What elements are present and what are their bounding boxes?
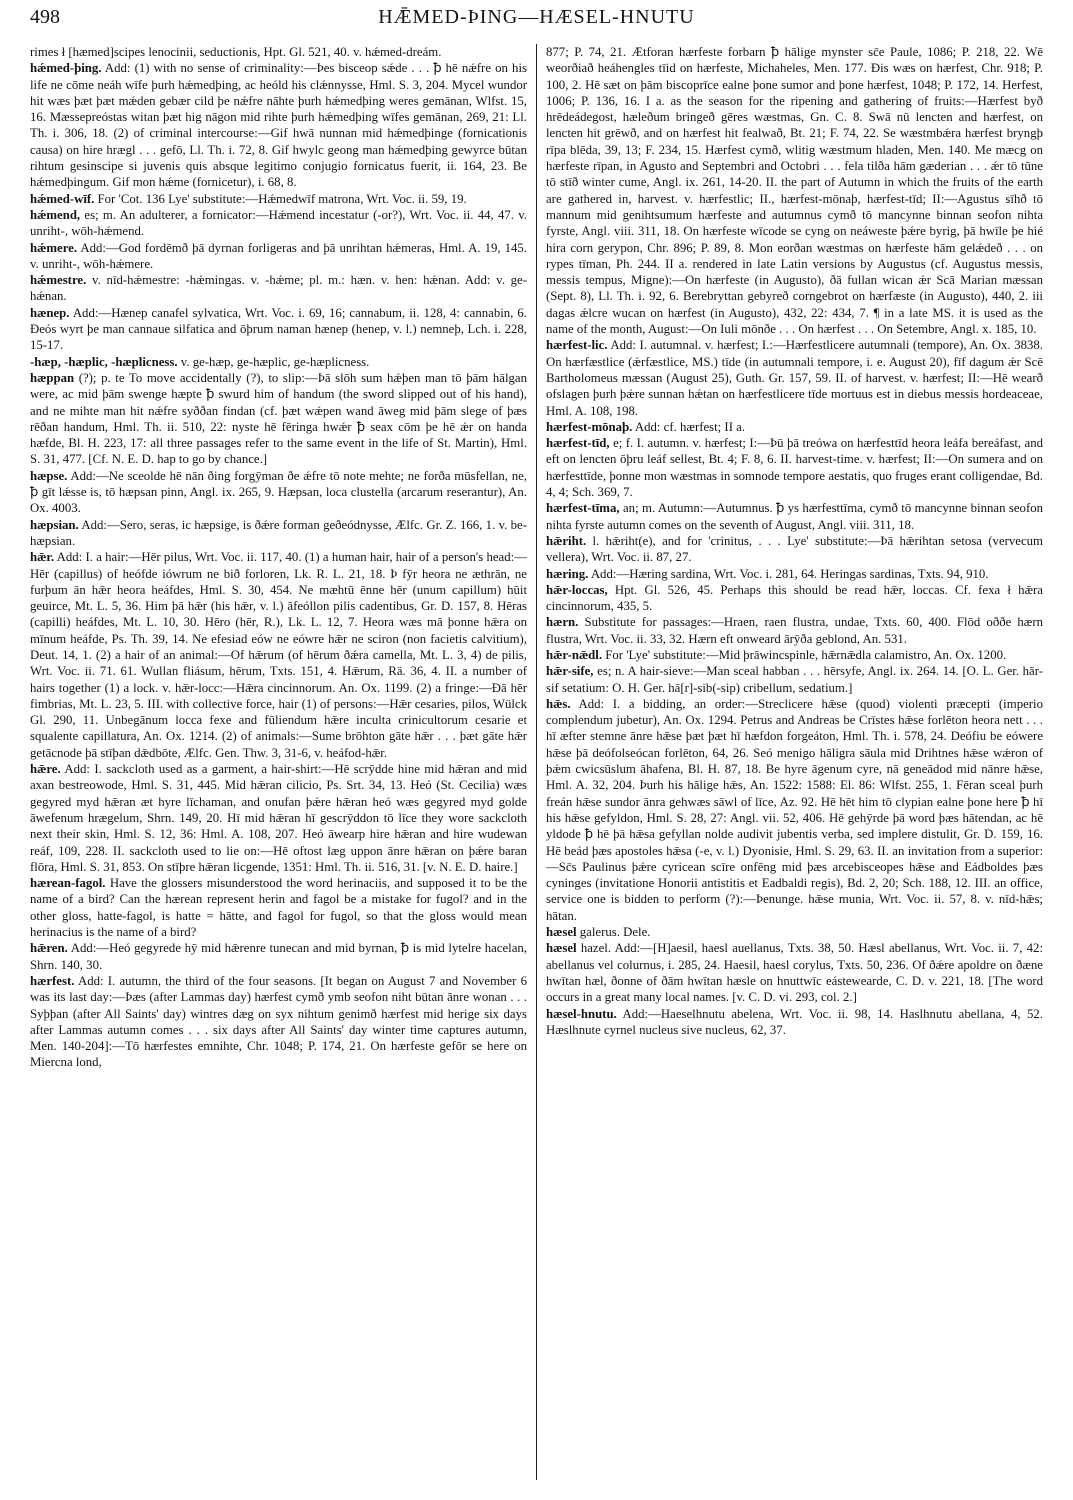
entry-headword: hǣren. [30,941,68,956]
dictionary-entry [30,354,527,370]
entry-definition: Add: I. autumnal. v. hærfest; I.:—Hærfestlicere autumnali (tempore), An. Ox. 3838. On hærfæstlice (ǽrfæstlice, MS.) tīde (in autumnali tempore, i. e. August 20), fīf dagum ǽr Scē Bartholomeus mæssan (August 25), Guth. Gr. 157, 59. II. of harvest. v. hærfest; II:—Hē wearð ofslagen þurh þǽre sunnan hǽtan on hærfestlicere tīde mortuus est in diebus messis hordeaceae, Hml. A. 108, 198. [546,338,1043,418]
entry-headword: hæsel [546,925,577,940]
dictionary-entry [30,468,527,517]
page-number: 498 [30,6,60,28]
entry-definition: Add: I. a bidding, an order:—Streclicere hǣse (quod) violenti præcepti (imperio complendum jubetur), An. Ox. 1294. Petrus and Andreas be Crīstes hǣse forlēton heora nett . . . hī æfter stemne ānre hǣse þæt þæt hī hæfdon forgeáton, Hml. Th. i. 578, 24. Deófiu be eówere hǣse þā deófolseócan forlēton, 64, 26. Seó menigo hāligra sāula mid Drihtnes hǣse wǽron of þǽm cwicsūslum āhafena, Bl. H. 87, 18. Be hyre āgenum cyre, nā geneādod mid nānre hǣse, Hml. A. 32, 204. Þurh his hālige hǣs, An. 1522: 1588: El. 86: Wlfst. 255, 1. Fēran sceal þurh freán hǣse sundor ānra gehwæs sāwl of līce, Az. 92. Hē hēt him tō clypian ealne þone here ꝥ hī his hǣse gefyldon, Hml. S. 28, 27: Angl. vii. 52, 406. Hē gehȳrde þā word þæs hātendan, ac hē yldode ꝥ hē þā hǣsa gefyllan nolde audivit jubentis verba, sed implere distulit, Gr. D. 159, 16. Hē beád þæs apostoles hǣsa (-e, v. l.) Dyonisie, Hml. S. 29, 63. II. an invitation from a superior:—Sc̄s Paulinus þǽre cyricean scīre onfēng mid þæs arcebisceopes hǣse and Eádboldes þæs cyninges (invitatione Honorii antistitis et Eadbaldi regis), Bd. 2, 20; Sch. 188, 12. III. an office, service one is bidden to perform (?):—Þenunge. hǣse munia, Wrt. Voc. ii. 57, 8. v. nīd-hǣs; hātan. [546,696,1043,923]
entry-definition: For 'Lye' substitute:—Mid þrāwincspinle, hǣrnǣdla calamistro, An. Ox. 1200. [605,647,1007,662]
dictionary-entry [30,940,527,973]
dictionary-entry [30,191,527,207]
entry-headword: hæpsian. [30,517,79,532]
entry-definition: es; n. A hair-sieve:—Man sceal habban . . . hērsyfe, Angl. ix. 264. 14. [O. L. Ger. hār-sif setatium: O. H. Ger. hā[r]-sib(-sip) cribellum, sedatium.] [546,664,1043,695]
entry-headword: hærfest-tīma, [546,501,620,516]
dictionary-entry [546,337,1043,418]
dictionary-entry [546,647,1043,663]
entry-definition: Add:—Hæring sardina, Wrt. Voc. i. 281, 64. Heringas sardinas, Txts. 94, 910. [590,566,989,581]
entry-headword: hǽmestre. [30,273,87,288]
right-column [537,44,1043,1480]
dictionary-entry [30,240,527,273]
entry-definition: es; m. An adulterer, a fornicator:—Hǽmend incestatur (-or?), Wrt. Voc. ii. 44, 47. v. unriht-, wōh-hǽmend. [30,207,527,239]
entry-headword: hǣre. [30,762,61,777]
entry-definition: Add: (1) with no sense of criminality:—Þes bisceop sǽde . . . ꝥ hē nǽfre on his life ne cōme neáh wīfe þurh hǽmedþing, ac heóld his clǽnnysse, Hml. S. 3, 204. Mycel wundor hit wæs þæt þæt mǽden gebær cild þe nǽfre nāhte þurh hǽmedþing weres gemānan, Wlfst. 15, 16. Mæssepreóstas witan þæt hig nāgon mid rihte þurh hǽmedþing wīfes gemānan, 269, 21: Ll. Th. i. 306, 18. (2) of criminal intercourse:—Gif hwā nunnan mid hǽmedþinge (fornicationis causa) on hire hrægl . . . gefō, Ll. Th. i. 72, 8. Gif hwylc geong man hǽmedþing gewyrce būtan rihtum gesinscipe si juvenis quis absque legitimo conjugio fornicatus fuerit, ii. 164, 23. Be hǽmedþingum. Gif mon hǽme (fornicetur), i. 68, 8. [30,61,527,190]
entry-headword: hǽmere. [30,240,78,255]
dictionary-entry [30,44,527,60]
entry-definition: an; m. Autumn:—Autumnus. ꝥ ys hærfesttīma, cymð tō mancynne binnan seofon nihta fyrste autumn comes on the seventh of August, Angl. viii. 311, 18. [546,501,1043,532]
dictionary-entry [546,940,1043,1005]
entry-headword: hæring. [546,566,589,581]
two-column-body [30,44,1043,1480]
dictionary-entry [546,663,1043,696]
dictionary-entry [30,517,527,550]
dictionary-entry [546,419,1043,435]
left-column [30,44,536,1480]
entry-headword: -hæp, -hæplic, -hæplicness. [30,354,178,369]
entry-headword: hæppan [30,370,75,385]
entry-definition: For 'Cot. 136 Lye' substitute:—Hǽmedwīf matrona, Wrt. Voc. ii. 59, 19. [97,191,467,206]
entry-definition: Add:—Hænep canafel sylvatica, Wrt. Voc. i. 69, 16; cannabum, ii. 128, 4: cannabin, 6. Ðeós wyrt þe man cannaue silfatica and ōþrum naman hænep (henep, v. l.) nemneþ, Lch. i. 228, 15-17. [30,305,527,353]
entry-definition: Add: I. sackcloth used as a garment, a hair-shirt:—Hē scrȳdde hine mid hǣran and mid axan bestreowode, Hml. S. 31, 445. Mid hǣran cilicio, Ps. Srt. 34, 13. Heó (St. Cecilia) wæs gegyred myd hǣran æt hyre līchaman, and onufan þǽre hǣran heó wæs gegyred myd golde āwefenum hrægelum, Shrn. 149, 20. Hī mid hǣran hī gescrȳddon tō līce they wore sackcloth next their skin, Hml. S. 12, 36: Hml. A. 108, 207. Heó āwearp hire hǣran and hire wudewan reáf, 109, 228. II. sackcloth used to lie on:—Hē oftost læg uppon ānre hǣran on þǽre baran flōra, Hml. S. 31, 853. On stīþre hǣran licgende, 1351: Hml. Th. ii. 516, 31. [v. N. E. D. haire.] [30,762,528,874]
entry-definition: Add:—God fordēmð þā dyrnan forligeras and þā unrihtan hǽmeras, Hml. A. 19, 145. v. unriht-, wōh-hǽmere. [30,240,528,271]
entry-headword: hæpse. [30,468,68,483]
entry-definition: hazel. Add:—[H]aesil, haesl auellanus, Txts. 38, 50. Hæsl abellanus, Wrt. Voc. ii. 7, 42: abellanus vel colurnus, i. 285, 24. Haesil, haesl corylus, Txts. 50, 236. Of ðǽre apoldre on ðæne hwītan hæl, ðonne of ðām hwītan hæsle on hnuttwīc eástewearde, C. D. v. 221, 18. [The word occurs in a great many local names. [v. C. D. vi. 293, col. 2.] [546,941,1043,1005]
dictionary-entry [30,549,527,761]
dictionary-entry [30,761,527,875]
page-header [30,6,1043,36]
entry-headword: hærfest-lic. [546,338,608,353]
entry-definition: Hpt. Gl. 526, 45. Perhaps this should be read hǣr, loccas. Cf. fexa ł hǣra cincinnorum, 435, 5. [546,582,1043,614]
dictionary-entry [30,60,527,190]
entry-headword: hǣriht. [546,533,587,548]
dictionary-entry [30,272,527,305]
entry-headword: hænep. [30,305,70,320]
entry-headword: hǽmed-þing. [30,61,102,76]
dictionary-entry [546,696,1043,924]
entry-headword: hǣr-loccas, [546,582,608,597]
dictionary-entry [30,973,527,1071]
entry-headword: hæsel [546,941,577,956]
entry-definition: Add: I. autumn, the third of the four seasons. [It began on August 7 and November 6 was its last day:—Þæs (after Lammas day) hærfest cymð ymb seofon niht būtan ānre wonan . . . Syþþan (after All Saints' day) wintres dæg on syx nihtum genimð hærfest mid herige six days after Lammas autumn comes . . . six days after All Saints' day winter time captures autumn, Men. 140-204]:—Tō hærfestes emnihte, Chr. 1048; P. 174, 21. On hærfeste gefōr se here on Miercna lond, [30,973,527,1070]
dictionary-entry [30,875,527,940]
entry-definition: galerus. Dele. [579,925,651,940]
entry-headword: hærn. [546,615,579,630]
dictionary-entry [546,582,1043,615]
dictionary-entry [546,924,1043,940]
entry-definition: e; f. I. autumn. v. hærfest; I:—Þū þā treówa on hærfesttīd heora leáfa bereáfast, and eft on lencten ōþru leáf sellest, Bt. 4; F. 8, 6. II. harvest-time. v. hærfest; II:—On sumera and on hærfesttīde, þonne mon wæstmas in somnode tempore aestatis, quo fruges erant colligendae, Bd. 4, 4; Sch. 369, 7. [546,436,1043,500]
entry-headword: hǣr. [30,550,55,565]
entry-headword: hǣs. [546,696,571,711]
entry-headword: hærfest. [30,973,75,988]
entry-definition: rimes ł [hæmed]scipes lenocinii, seductionis, Hpt. Gl. 521, 40. v. hǽmed-dreám. [30,45,442,59]
dictionary-entry [30,305,527,354]
entry-headword: hærean-fagol. [30,876,106,891]
entry-headword: hærfest-mōnaþ. [546,419,633,434]
entry-headword: hǣr-sife, [546,664,594,679]
entry-definition: Add:—Ne sceolde hē nān ðing forgȳman ðe ǽfre tō note mehte; ne forða mūsfellan, ne, ꝥ gīt lǽsse is, tō hæpsan pinn, Angl. ix. 265, 9. Hæpsan, loca clustella (arcarum reserantur), An. Ox. 4003. [30,468,527,516]
entry-headword: hǽmend, [30,207,81,222]
entry-definition: v. nīd-hǽmestre: -hǽmingas. v. -hǽme; pl. m.: hæn. v. hen: hǽnan. Add: v. ge-hǽnan. [30,273,527,304]
dictionary-entry [546,44,1043,337]
entry-definition: Add:—Haeselhnutu abelena, Wrt. Voc. ii. 98, 14. Haslhnutu abellana, 4, 52. Hæslhnute cyrnel nucleus sive nucleus, 62, 37. [546,1006,1043,1037]
entry-definition: l. hǣriht(e), and for 'crinitus, . . . Lye' substitute:—Þā hǣrihtan setosa (vervecum vellera), Wrt. Voc. ii. 87, 27. [546,533,1043,565]
entry-definition: Have the glossers misunderstood the word herinaciis, and supposed it to be the name of a bird? Can the hærean represent herin and fagol be a mistake for fugol? and in the other gloss, hatte-fagol, is hatte = hātte, and fagol for fugol, so that the gloss would mean herinacius is the name of a bird? [30,876,527,940]
entry-definition: Substitute for passages:—Hraen, raen flustra, undae, Txts. 60, 400. Flōd oððe hærn flustra, Wrt. Voc. ii. 33, 32. Hærn eft onweard ārȳða geblond, An. 531. [546,615,1043,646]
dictionary-entry [546,533,1043,566]
dictionary-entry [30,370,527,468]
dictionary-entry [546,500,1043,533]
dictionary-entry [546,566,1043,582]
entry-definition: v. ge-hæp, ge-hæplic, ge-hæplicness. [180,354,370,369]
entry-definition: 877; P. 74, 21. Ætforan hærfeste forbarn ꝥ hālige mynster sc̄e Paule, 1086; P. 218, 22. Wē weorðiað heáhengles tīid on hærfeste, Michaheles, Men. 177. Ðis wæs on hærfest, Chr. 918; P. 100, 2. Hē sæt on þām biscoprīce ealne þone sumor and þone hærfest, 1048; P. 172, 14. Herfest, 1006; P. 136, 16. I a. as the season for the ripening and gathering of fruits:—Hærfest byð hrēdeádegost, hæleðum bringeð gēres wæstmas, Gn. C. 8. Swā nū lencten and hærfest, on lencten hit grēwð, and on hærfest hit fealwað, Bt. 21; F. 74, 22. Se wæstmbǽra hærfest bryngþ rīpa blēda, 39, 13; F. 234, 15. Hærfest cymð, wlitig wæstmum hladen, Men. 140. Me mæcg on hærfeste rīpan, in Agusto and Septembri and Octobri . . . fela tilða hām gæderian . . . ǽr tō tūne tō stīð winter cume, Angl. ix. 261, 14-20. II. the part of Autumn in which the fruits of the earth are gathered in, harvest. v. hærfestlic; II., hærfest-mōnaþ, hærfest-tīd; II:—Agustus sīhð tō mannum mid genihtsumum hærfeste and autumnus cymð tō mancynne binnan seofon nihta fyrste, Angl. viii. 311, 18. On hærfeste wīcode se cyng on neáweste þǽre byrig, þā hwīle þe hié hira corn gerypon, Chr. 896; P. 89, 8. Mon eorðan wæstmas on hærfeste hām gelǽdeð . . . on rypes tīman, Ph. 244. II a. rendered in late Latin versions by Augustus (cf. Augustus messis, messis tempus, Migne):—On hærfeste (in Augusto), ðā fullan wican ǽr Scā Marian mæssan (Sept. 8), Ll. Th. i. 92, 6. Berebryttan gebyreð corngebrot on hærfæste (in Augusto), 440, 2. iii dagas ǽlcre wucan on hærfest (in Augusto), 432, 22: 434, 7. ¶ in a late MS. it is used as the name of the month, August:—On Iuli mōnðe . . . On hærfest . . . On Setembre, Angl. x. 185, 10. [546,45,1043,337]
entry-headword: hǣr-nǣdl. [546,647,603,662]
entry-headword: hærfest-tīd, [546,436,610,451]
entry-definition: Add:—Sero, seras, ic hæpsige, is ðǽre forman geðeódnysse, Ælfc. Gr. Z. 166, 1. v. be-hæpsian. [30,517,527,548]
entry-definition: Add: I. a hair:—Hēr pilus, Wrt. Voc. ii. 117, 40. (1) a human hair, hair of a person's head:—Hēr (capillus) of heófde iówrum ne bið forloren, Lk. R. L. 21, 18. Þ fȳr heora ne æthrān, ne furþum ān hǣr heora heáfdes, Hml. S. 30, 454. Ne mæhtū ēnne hēr (unum capillum) hūit geuirce, Mt. L. 5, 36. Him þā hǣr (his hǣr, v. l.) āfeóllon pilis cadentibus, Gr. D. 157, 8. Hēras (capilli) heáfdes, Mt. L. 10, 30. Hēro (hēr, R.), Lk. L. 12, 7. Heora wæs mā þonne hǣra on mīnum heáfde, Ps. Th. 39, 14. Ne efesiad eów ne eówre hǣr ne sciron (non facietis calvitium), Deut. 14, 1. (2) a hair of an animal:—Of hǣrum (of hērum ðǽra camella, Mt. L. 3, 4) de pilis, Wrt. Voc. ii. 71. 61. Wullan fliásum, hērum, Txts. 151, 4. Hǣrum, Rä. 36, 4. II. a number of hairs together (1) a lock. v. hǣr-locc:—Hǣra cincinnorum. An. Ox. 1199. (2) a fringe:—Ðā hēr fimbrias, Mt. L. 23, 5. III. with collective force, hair (1) of persons:—Hǣr cesaries, pilos, Wülck Gl. 290, 11. Unbegānum locca fexe and fūliendum hǣre inculta crinicultorum cesarie et squalente capillatura, An. Ox. 1214. (2) of animals:—Sume brōhton gāte hǣr . . . þæt gāte hǣr getācnode þā stīþan dǣdbōte, Ælfc. Gen. Thw. 3, 31-6, v. heáfod-hǣr. [30,550,527,760]
running-head: HǢMED-ÞING—HÆSEL-HNUTU [378,6,695,28]
dictionary-entry [546,435,1043,500]
dictionary-entry [30,207,527,240]
dictionary-entry [546,1006,1043,1039]
dictionary-entry [546,614,1043,647]
entry-headword: hæsel-hnutu. [546,1006,617,1021]
entry-definition: Add: cf. hærfest; II a. [634,419,746,434]
entry-headword: hǽmed-wīf. [30,191,95,206]
entry-definition: (?); p. te To move accidentally (?), to slip:—Þā slōh sum hǽþen man tō þām hālgan were, ac mid þām swenge hæpte ꝥ swurd him of handum (the sword slipped out of his hand), and ne mihte man hit nǽfre syððan findan (cf. þæt wǽpen wand āweg mid þām slege of þæs rēðan handum, Hml. Th. ii. 510, 22: nyste hē fēringa hwǽr ꝥ seax cōm þe hē ǽr on handa hæfde, Bl. H. 223, 17: all three passages refer to the same event in the life of St. Martin), Hml. S. 31, 477. [Cf. N. E. D. hap to go by chance.] [30,370,527,467]
entry-definition: Add:—Heó gegyrede hȳ mid hǣrenre tunecan and mid byrnan, ꝥ is mid lytelre hacelan, Shrn. 140, 30. [30,941,527,972]
